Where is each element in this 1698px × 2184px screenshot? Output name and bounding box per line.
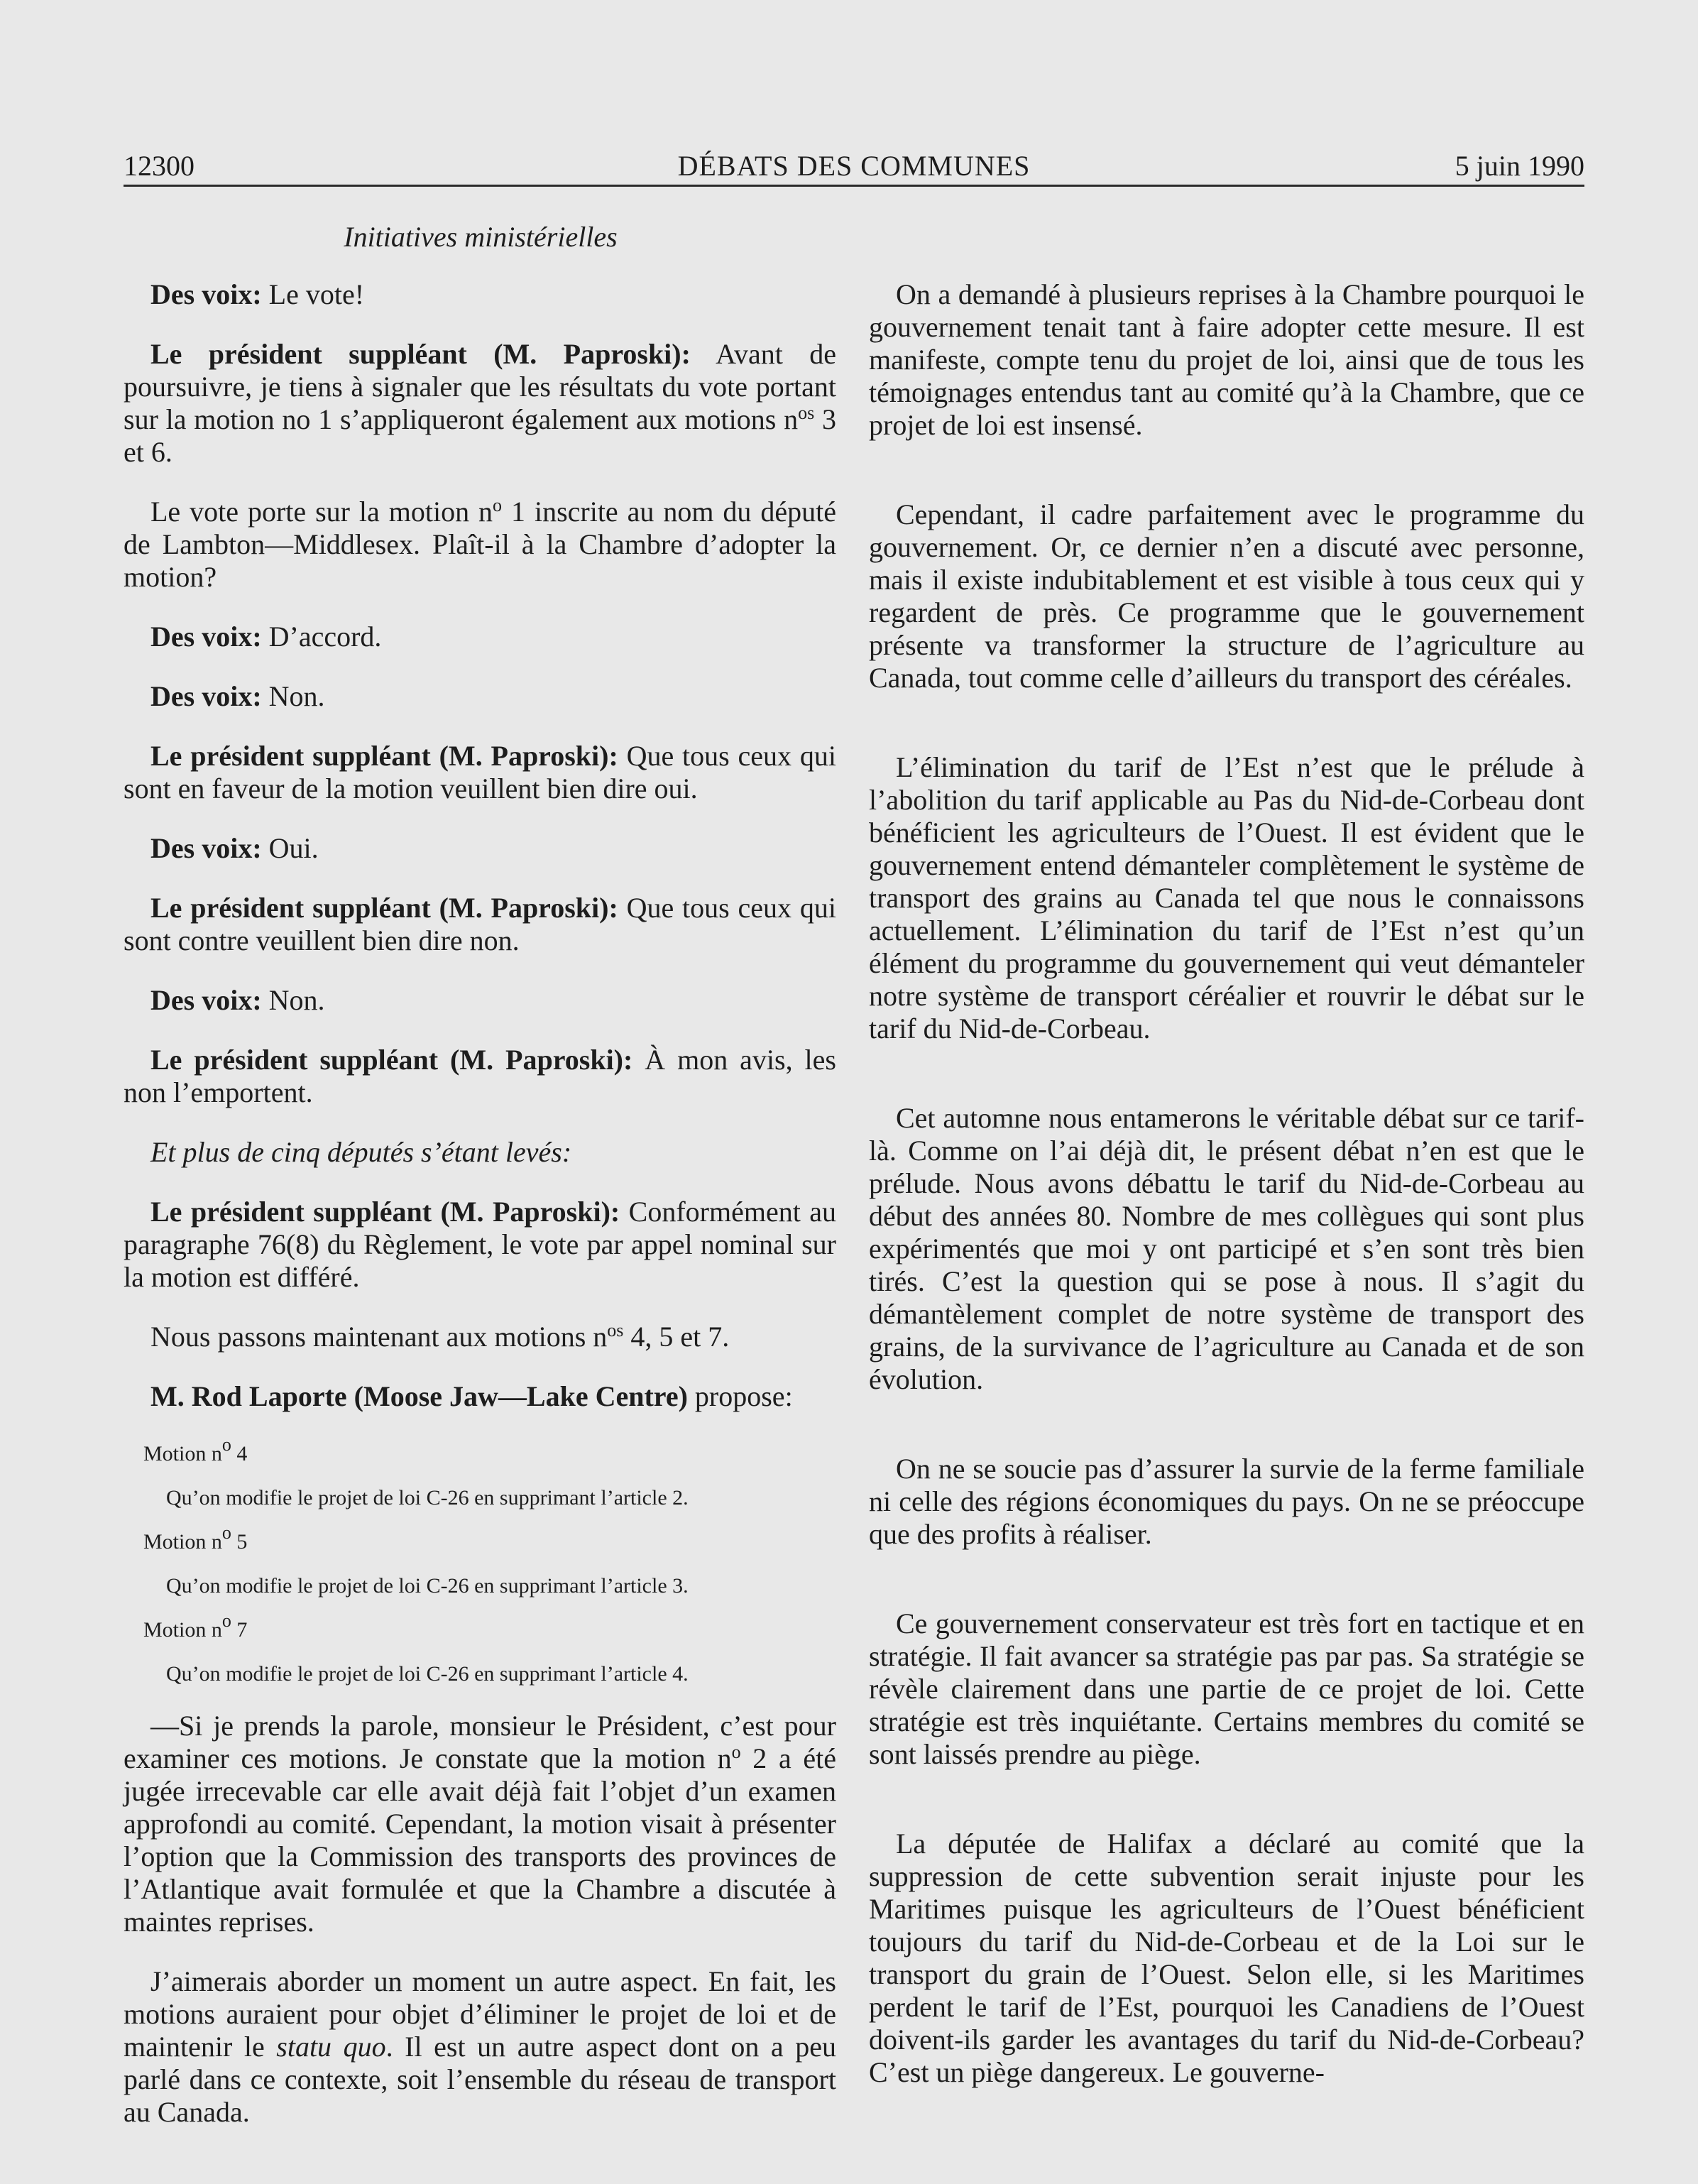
motion-text: Qu’on modifie le projet de loi C-26 en supprimant l’article 4. bbox=[166, 1662, 689, 1686]
motion-label bbox=[143, 1434, 836, 1468]
speech-text: propose: bbox=[687, 1380, 793, 1412]
paragraph bbox=[124, 892, 836, 957]
motion-text: Qu’on modifie le projet de loi C-26 en supprimant l’article 2. bbox=[166, 1486, 689, 1509]
speech-text: D’accord. bbox=[261, 621, 382, 653]
speaker: Des voix: bbox=[150, 278, 262, 310]
paragraph bbox=[124, 984, 836, 1017]
speaker: Le président suppléant (M. Paproski): bbox=[150, 338, 691, 370]
speaker: Le président suppléant (M. Paproski): bbox=[150, 740, 618, 772]
speech-text: 3 et 6. bbox=[124, 403, 837, 468]
superscript: os bbox=[798, 403, 815, 423]
page-number: 12300 bbox=[124, 150, 195, 182]
motion-number: 7 bbox=[231, 1618, 248, 1642]
paragraph bbox=[124, 1321, 836, 1353]
paragraph bbox=[124, 740, 836, 805]
speaker: Des voix: bbox=[150, 832, 262, 864]
speech-text: Oui. bbox=[261, 832, 319, 864]
publication-title: DÉBATS DES COMMUNES bbox=[677, 150, 1031, 182]
paragraph bbox=[124, 1044, 836, 1109]
superscript: o bbox=[221, 1434, 231, 1455]
speech-text: Non. bbox=[261, 984, 325, 1016]
speech-text: J’aimerais aborder un moment un autre aspect. En fait, les motions auraient pour objet d’éliminer le projet de loi et de maintenir le bbox=[124, 1965, 836, 2063]
paragraph bbox=[124, 338, 836, 469]
paragraph bbox=[124, 621, 836, 653]
paragraph bbox=[124, 832, 836, 865]
paragraph bbox=[124, 1196, 836, 1294]
running-head: Initiatives ministérielles bbox=[344, 221, 618, 253]
motion-text: Qu’on modifie le projet de loi C-26 en supprimant l’article 3. bbox=[166, 1574, 689, 1598]
page-header bbox=[124, 146, 1584, 186]
superscript: o bbox=[221, 1610, 231, 1631]
speech-text: Le vote porte sur la motion n bbox=[150, 496, 493, 528]
stage-direction: Et plus de cinq députés s’étant levés: bbox=[150, 1136, 572, 1168]
speech-text: 2 a été jugée irrecevable car elle avait déjà fait l’objet d’un examen approfondi au comité. Cependant, la motion visait à présenter l’option que la Commission des transports des provinces de l’Atlantique avait formulée et que la Chambre a discutée à maintes reprises. bbox=[124, 1742, 837, 1938]
paragraph bbox=[124, 1965, 836, 2129]
speech-text: 1 inscrite au nom du député de Lambton—Middlesex. Plaît-il à la Chambre d’adopter la motion? bbox=[124, 496, 836, 593]
speech-text: 4, 5 et 7. bbox=[623, 1321, 730, 1353]
publication-date: 5 juin 1990 bbox=[1455, 150, 1584, 182]
speech-text: Non. bbox=[261, 680, 325, 712]
superscript: o bbox=[221, 1522, 231, 1543]
motion-label-text: Motion n bbox=[143, 1618, 222, 1642]
paragraph: Ce gouvernement conservateur est très fort en tactique et en stratégie. Il fait avancer sa stratégie pas par pas. Sa stratégie se révèle clairement dans une partie de ce projet de loi. Cette stratégie est très inquiétante. Certains membres du comité se sont laissés prendre au piège. bbox=[869, 1607, 1584, 1770]
left-column bbox=[124, 278, 836, 2156]
motion-label-text: Motion n bbox=[143, 1530, 222, 1554]
speech-text: —Si je prends la parole, monsieur le Président, c’est pour examiner ces motions. Je constate que la motion n bbox=[124, 1710, 836, 1774]
paragraph bbox=[124, 680, 836, 713]
speech-text: Avant de poursuivre, je tiens à signaler que les résultats du vote portant sur la motion no 1 s’appliqueront également aux motions n bbox=[124, 338, 836, 435]
header-rule bbox=[124, 185, 1584, 187]
speech-text: Que tous ceux qui sont contre veuillent bien dire non. bbox=[124, 892, 836, 956]
superscript: o bbox=[493, 495, 503, 515]
paragraph: Cet automne nous entamerons le véritable débat sur ce tarif-là. Comme on l’ai déjà dit, le présent débat n’en est que le prélude. Nous avons débattu le tarif du Nid-de-Corbeau au début des années 80. Nombre de mes collègues qui sont plus expérimentés que moi y ont participé et s’en sont très bien tirés. C’est la question qui se pose à nous. Il s’agit du démantèlement complet de notre système de transport des grains, de la survivance de l’agriculture au Canada et de son évolution. bbox=[869, 1102, 1584, 1395]
paragraph bbox=[124, 1710, 836, 1938]
speaker: M. Rod Laporte (Moose Jaw—Lake Centre) bbox=[150, 1380, 688, 1412]
speaker: Le président suppléant (M. Paproski): bbox=[150, 1044, 633, 1076]
paragraph: L’élimination du tarif de l’Est n’est que le prélude à l’abolition du tarif applicable au Pas du Nid-de-Corbeau dont bénéficient les agriculteurs de l’Ouest. Il est évident que le gouvernement entend démanteler complètement le système de transport des grains au Canada tel que nous le connaissons actuellement. L’élimination du tarif de l’Est n’est qu’un élément du programme du gouvernement qui veut démanteler notre système de transport céréalier et rouvrir le débat sur le tarif du Nid-de-Corbeau. bbox=[869, 751, 1584, 1044]
paragraph bbox=[124, 1380, 836, 1413]
motion-label bbox=[143, 1610, 836, 1644]
speech-text: . Il est un autre aspect dont on a peu parlé dans ce contexte, soit l’ensemble du réseau de transport au Canada. bbox=[124, 2031, 836, 2128]
paragraph: Cependant, il cadre parfaitement avec le programme du gouvernement. Or, ce dernier n’en a discuté avec personne, mais il existe indubitablement et est visible à tous ceux qui y regardent de près. Ce programme que le gouvernement présente va transformer la structure de l’agriculture au Canada, tout comme celle d’ailleurs du transport des céréales. bbox=[869, 498, 1584, 694]
speaker: Des voix: bbox=[150, 680, 262, 712]
speech-text: Nous passons maintenant aux motions n bbox=[150, 1321, 608, 1353]
speech-text: À mon avis, les non l’emportent. bbox=[124, 1044, 836, 1108]
paragraph bbox=[124, 278, 836, 311]
paragraph bbox=[124, 496, 836, 594]
speaker: Des voix: bbox=[150, 984, 262, 1016]
superscript: o bbox=[731, 1742, 741, 1762]
paragraph: La députée de Halifax a déclaré au comité que la suppression de cette subvention serait injuste pour les Maritimes puisque les agriculteurs de l’Ouest bénéficient toujours du tarif du Nid-de-Corbeau et de la Loi sur le transport du grain de l’Ouest. Selon elle, si les Maritimes perdent le tarif de l’Est, pourquoi les Canadiens de l’Ouest doivent-ils garder les avantages du tarif du Nid-de-Corbeau? C’est un piège dangereux. Le gouverne- bbox=[869, 1828, 1584, 2088]
speaker: Le président suppléant (M. Paproski): bbox=[150, 892, 618, 924]
paragraph: On a demandé à plusieurs reprises à la Chambre pourquoi le gouvernement tenait tant à faire adopter cette mesure. Il est manifeste, compte tenu du projet de loi, ainsi que de tous les témoignages entendus tant au comité qu’à la Chambre, que ce projet de loi est insensé. bbox=[869, 278, 1584, 441]
paragraph: On ne se soucie pas d’assurer la survie de la ferme familiale ni celle des régions économiques du pays. On ne se préoccupe que des profits à réaliser. bbox=[869, 1453, 1584, 1550]
superscript: os bbox=[607, 1320, 624, 1341]
motion-number: 5 bbox=[231, 1530, 248, 1554]
right-column bbox=[869, 278, 1584, 2089]
speech-text: Conformément au paragraphe 76(8) du Règlement, le vote par appel nominal sur la motion est différé. bbox=[124, 1196, 837, 1293]
motion-label-text: Motion n bbox=[143, 1442, 222, 1465]
speaker: Des voix: bbox=[150, 621, 262, 653]
speaker: Le président suppléant (M. Paproski): bbox=[150, 1196, 620, 1228]
motion-label bbox=[143, 1522, 836, 1556]
italic-term: statu quo bbox=[276, 2031, 386, 2063]
speech-text: Le vote! bbox=[261, 278, 365, 310]
motion-number: 4 bbox=[231, 1442, 248, 1465]
speech-text: Que tous ceux qui sont en faveur de la motion veuillent bien dire oui. bbox=[124, 740, 836, 804]
